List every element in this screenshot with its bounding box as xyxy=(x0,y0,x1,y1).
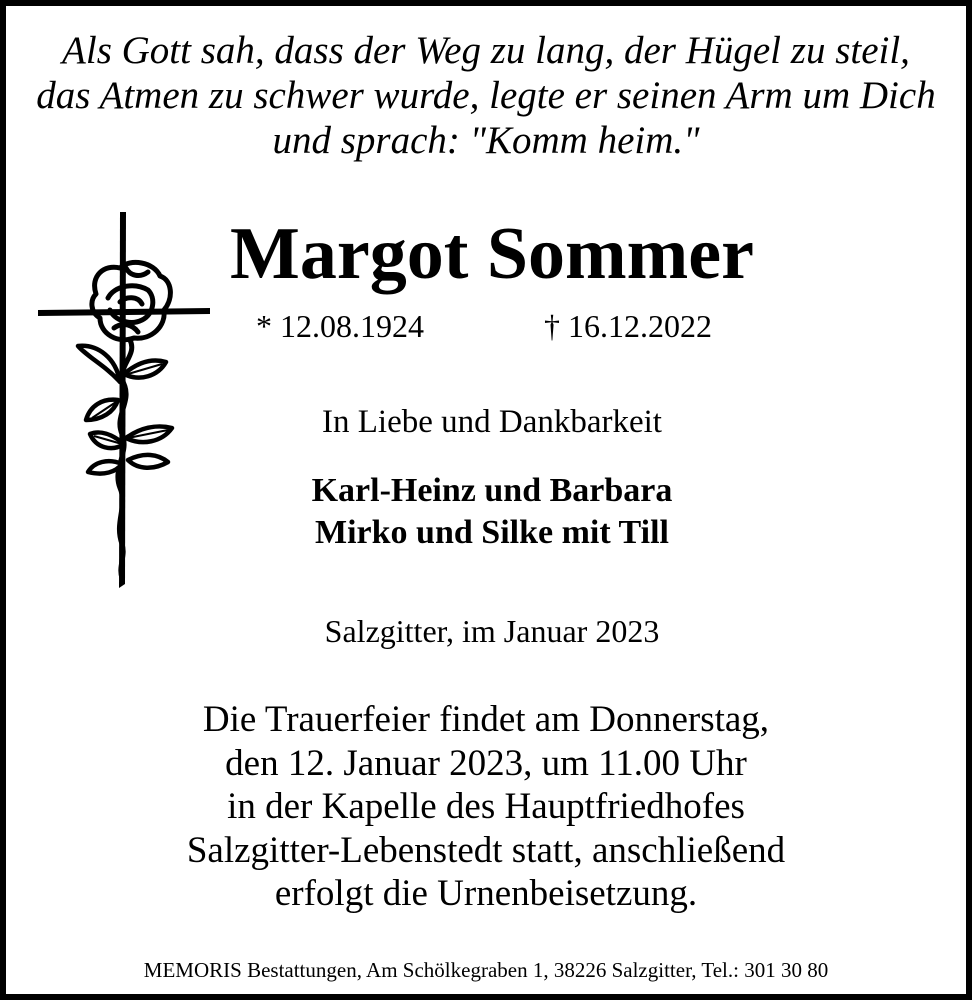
mourner-line: Mirko und Silke mit Till xyxy=(315,514,669,551)
deceased-name: Margot Sommer xyxy=(230,213,754,295)
service-line: den 12. Januar 2023, um 11.00 Uhr xyxy=(225,742,747,784)
mourners xyxy=(6,470,972,554)
mourner-line: Karl-Heinz und Barbara xyxy=(311,472,673,509)
quote-line: das Atmen zu schwer wurde, legte er seinen Arm um Dich xyxy=(36,74,936,117)
opening-quote xyxy=(6,28,966,163)
dedication: In Liebe und Dankbarkeit xyxy=(322,404,662,440)
service-line: Salzgitter-Lebenstedt statt, anschließend xyxy=(186,829,786,871)
service-line: in der Kapelle des Hauptfriedhofes xyxy=(227,786,745,827)
funeral-home-footer: MEMORIS Bestattungen, Am Schölkegraben 1, 38226 Salzgitter, Tel.: 301 30 80 xyxy=(143,958,829,982)
birth-date: * 12.08.1924 xyxy=(256,308,424,344)
place-date: Salzgitter, im Januar 2023 xyxy=(324,613,660,649)
quote-line: Als Gott sah, dass der Weg zu lang, der Hügel zu steil, xyxy=(62,29,910,72)
service-info xyxy=(6,698,966,916)
death-date: † 16.12.2022 xyxy=(544,308,712,344)
quote-line: und sprach: "Komm heim." xyxy=(272,119,700,162)
service-line: erfolgt die Urnenbeisetzung. xyxy=(274,873,698,914)
service-line: Die Trauerfeier findet am Donnerstag, xyxy=(202,699,770,740)
